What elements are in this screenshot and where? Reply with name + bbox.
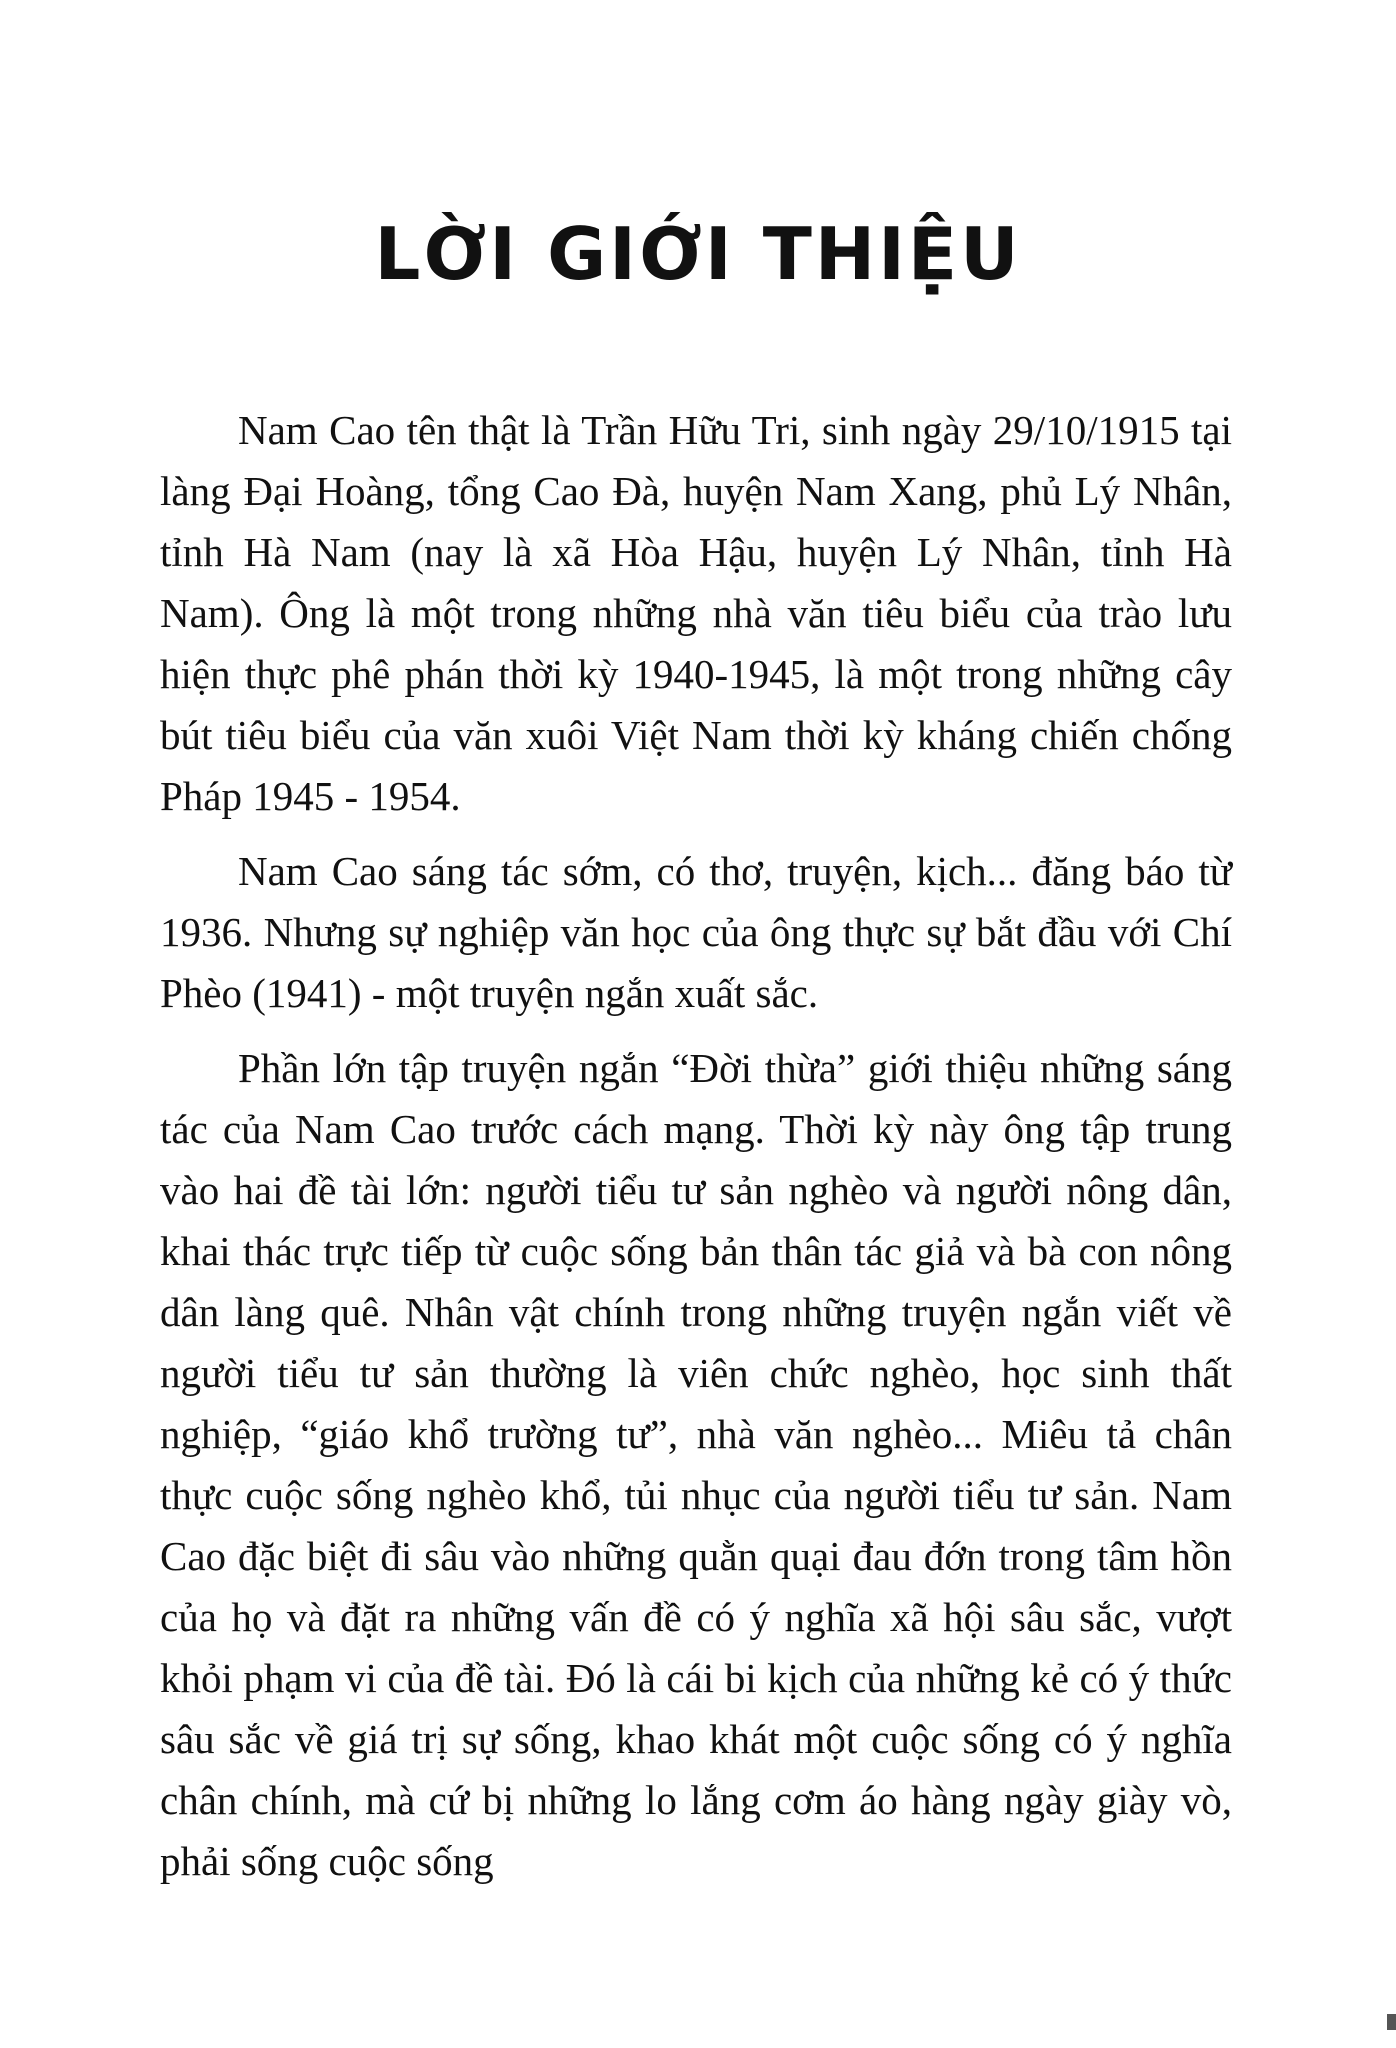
paragraph-3: Phần lớn tập truyện ngắn “Đời thừa” giới thiệu những sáng tác của Nam Cao trước cách mạng. Thời kỳ này ông tập trung vào hai đề tài lớn: người tiểu tư sản nghèo và người nông dân, khai thác trực tiếp từ cuộc sống bản thân tác giả và bà con nông dân làng quê. Nhân vật chính trong những truyện ngắn viết về người tiểu tư sản thường là viên chức nghèo, học sinh thất nghiệp, “giáo khổ trường tư”, nhà văn nghèo... Miêu tả chân thực cuộc sống nghèo khổ, tủi nhục của người tiểu tư sản. Nam Cao đặc biệt đi sâu vào những quằn quại đau đớn trong tâm hồn của họ và đặt ra những vấn đề có ý nghĩa xã hội sâu sắc, vượt khỏi phạm vi của đề tài. Đó là cái bi kịch của những kẻ có ý thức sâu sắc về giá trị sự sống, khao khát một cuộc sống có ý nghĩa chân chính, mà cứ bị những lo lắng cơm áo hàng ngày giày vò, phải sống cuộc sống — [160, 1045, 1232, 1884]
body-text — [160, 400, 1232, 1906]
paragraph-2: Nam Cao sáng tác sớm, có thơ, truyện, kịch... đăng báo từ 1936. Nhưng sự nghiệp văn học của ông thực sự bắt đầu với Chí Phèo (1941) - một truyện ngắn xuất sắc. — [160, 848, 1232, 1016]
paragraph-1: Nam Cao tên thật là Trần Hữu Tri, sinh ngày 29/10/1915 tại làng Đại Hoàng, tổng Cao Đà, huyện Nam Xang, phủ Lý Nhân, tỉnh Hà Nam (nay là xã Hòa Hậu, huyện Lý Nhân, tỉnh Hà Nam). Ông là một trong những nhà văn tiêu biểu của trào lưu hiện thực phê phán thời kỳ 1940-1945, là một trong những cây bút tiêu biểu của văn xuôi Việt Nam thời kỳ kháng chiến chống Pháp 1945 - 1954. — [160, 407, 1232, 819]
scan-edge-mark — [1387, 2014, 1396, 2030]
page-title: LỜI GIỚI THIỆU — [374, 212, 1022, 296]
